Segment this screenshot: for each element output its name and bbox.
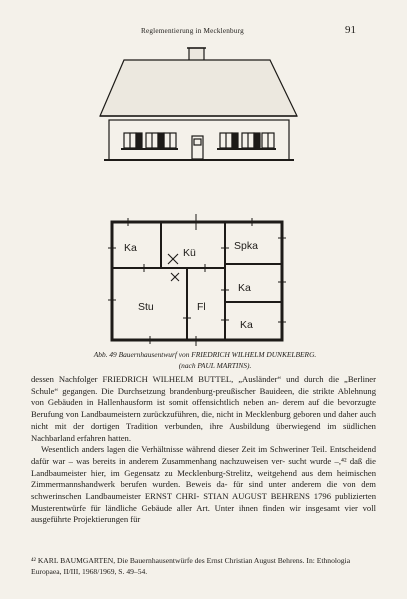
text-line: Wesentlich anders lagen die Verhältnisse während dieser Zeit im Schweriner Teil. xyxy=(41,444,327,455)
room-label-ka-2: Ka xyxy=(238,282,251,294)
text-line: strikte Ablehnung von Gebäuden in Hallenhausform ist somit offensichtlich neben an- xyxy=(31,385,376,408)
room-label-ka-3: Ka xyxy=(240,319,253,331)
room-label-stu: Stu xyxy=(138,301,154,313)
running-title: Reglementierung in Mecklenburg xyxy=(141,27,244,35)
figure-caption-source: (nach PAUL MARTINS). xyxy=(178,361,252,370)
text-line: „Berliner Schule“ gegangen. Die Durchsetzung brandenburg-preußischer Bauideen, die xyxy=(31,374,376,396)
text-line: Entscheidend dafür war – was bereits in anderem Zusammenhang nachzuweisen ver- xyxy=(31,444,377,466)
house-elevation xyxy=(100,48,297,160)
room-label-kue: Kü xyxy=(183,247,196,259)
room-label-fl: Fl xyxy=(197,301,206,313)
text-line: aller Art. Unter ihnen finden wir insgesamt vier voll ausgeführte Projektierungen für xyxy=(31,502,376,525)
text-line: weitgehend aus dem heimischen Zimmermannshandwerk berufen wurden. Beweis da- xyxy=(31,467,376,490)
text-line: sucht wurde –,⁴² daß die Landbaumeister hier, im Gegensatz zu Mecklenburg-Strelitz, xyxy=(31,455,376,478)
text-line: derem auf die bevorzugte Berufung von Landbaumeistern zurückzuführen, die, nicht in xyxy=(31,397,376,420)
figure-caption: Abb. 49 Bauernhausentwurf von FRIEDRICH WILHELM DUNKELBERG. xyxy=(93,350,317,359)
room-label-spka: Spka xyxy=(234,240,258,252)
text-line: dessen Nachfolger FRIEDRICH WILHELM BUTTEL, „Ausländer“ und durch die xyxy=(31,374,340,384)
text-line: Mecklenburg geboren und daher auch nicht mit der dortigen Tradition verbunden, ihre xyxy=(31,409,377,431)
body-text xyxy=(31,374,376,526)
paragraph-2 xyxy=(31,444,376,526)
footnote-line: Ethnologia Europaea, II/III, 1968/1969, S. 49–54. xyxy=(31,556,351,576)
room-label-ka-1: Ka xyxy=(124,242,137,254)
text-line: für sind unter anderem die von dem schwerinschen Landbaumeister ERNST CHRI- xyxy=(31,479,376,502)
paragraph-1 xyxy=(31,374,376,444)
floor-plan xyxy=(108,214,286,346)
text-line: Ausbildung überwiegend im südlichen Nachbarland erfahren hatten. xyxy=(31,420,376,443)
text-line: STIAN AUGUST BEHRENS 1796 publizierten Musterentwürfe für ländliche Gebäude xyxy=(31,491,376,513)
footnote-line: ⁴² KARL BAUMGARTEN, Die Bauernhausentwürfe des Ernst Christian August Behrens. In: xyxy=(31,556,315,565)
page-number: 91 xyxy=(345,24,356,36)
footnote xyxy=(31,556,376,577)
